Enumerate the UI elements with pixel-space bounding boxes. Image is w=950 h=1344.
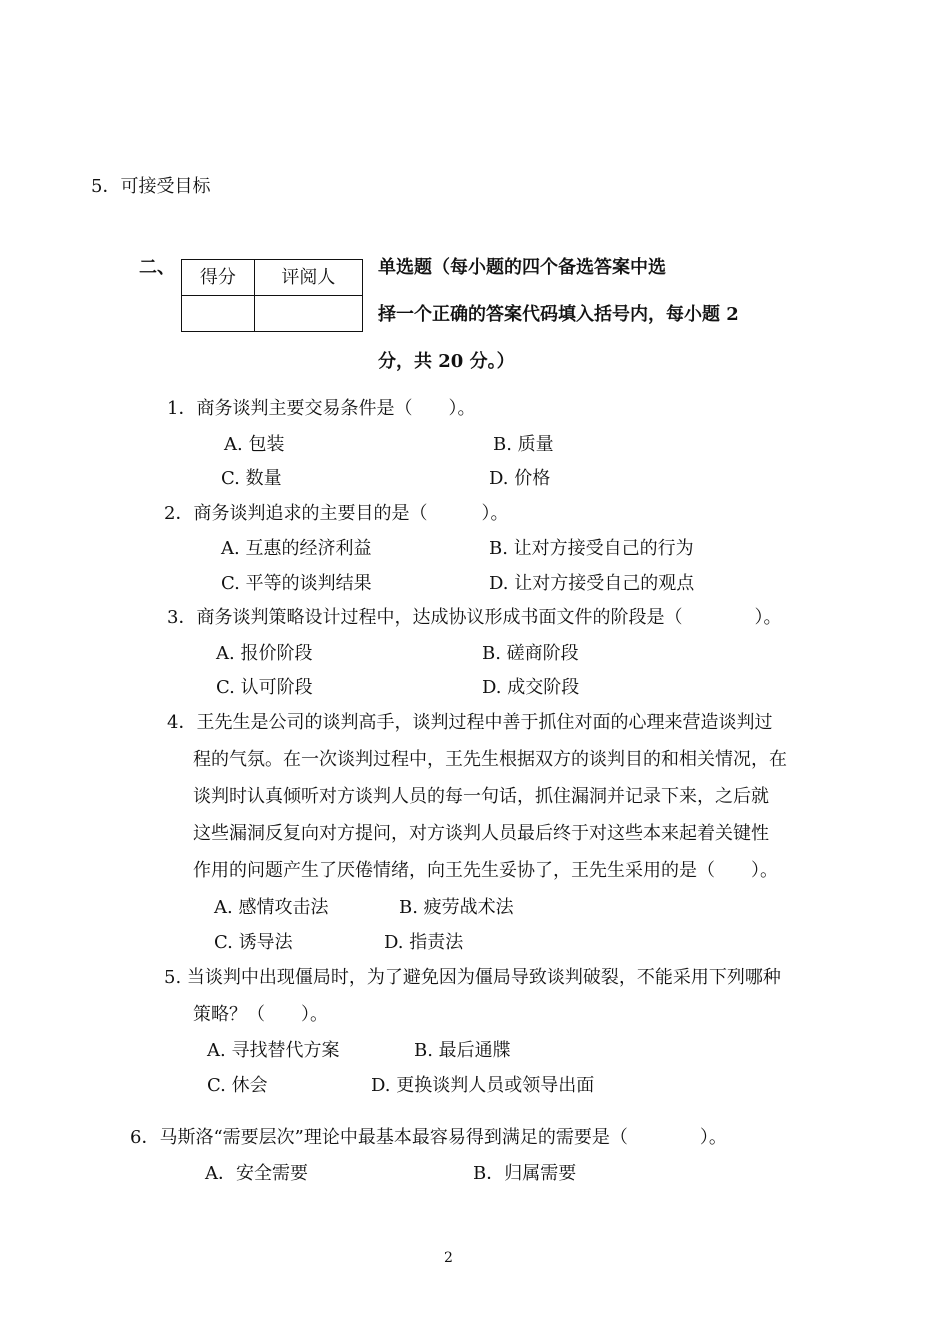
section-title-line1: 单选题（每小题的四个备选答案中选	[378, 257, 666, 278]
question-4-option-c: C. 诱导法	[214, 932, 293, 953]
question-1-option-d: D. 价格	[489, 468, 551, 489]
page-number: 2	[444, 1250, 453, 1266]
question-3-stem: 3．商务谈判策略设计过程中，达成协议形成书面文件的阶段是（ ）。	[167, 607, 782, 628]
score-cell	[182, 296, 255, 332]
question-2-option-b: B. 让对方接受自己的行为	[489, 538, 694, 559]
question-2-option-d: D. 让对方接受自己的观点	[489, 573, 695, 594]
question-2-option-c: C. 平等的谈判结果	[221, 573, 372, 594]
score-table	[181, 259, 363, 332]
question-3-option-c: C. 认可阶段	[216, 677, 313, 698]
question-5-option-b: B. 最后通牒	[414, 1040, 511, 1061]
section-number: 二、	[139, 257, 175, 278]
question-4-stem-line1: 4．王先生是公司的谈判高手，谈判过程中善于抓住对面的心理来营造谈判过	[167, 712, 773, 733]
question-4-stem-line3: 谈判时认真倾听对方谈判人员的每一句话，抓住漏洞并记录下来，之后就	[193, 786, 769, 807]
question-1-option-a: A. 包装	[224, 434, 285, 455]
question-6-option-b: B．归属需要	[473, 1163, 577, 1184]
prev-item: 5．可接受目标	[91, 176, 211, 197]
question-5-stem-line2: 策略？（ ）。	[193, 1004, 328, 1025]
question-3-option-b: B. 磋商阶段	[482, 643, 579, 664]
question-2-option-a: A. 互惠的经济利益	[221, 538, 372, 559]
question-1-option-b: B. 质量	[493, 434, 554, 455]
question-4-option-b: B. 疲劳战术法	[399, 897, 514, 918]
question-1-stem: 1．商务谈判主要交易条件是（ ）。	[167, 398, 476, 419]
grader-header: 评阅人	[254, 260, 362, 296]
question-5-stem-line1: 5. 当谈判中出现僵局时，为了避免因为僵局导致谈判破裂，不能采用下列哪种	[164, 967, 781, 988]
section-title-line2: 择一个正确的答案代码填入括号内，每小题 2	[378, 304, 739, 325]
question-6-option-a: A．安全需要	[205, 1163, 308, 1184]
question-2-stem: 2．商务谈判追求的主要目的是（ ）。	[164, 503, 509, 524]
question-4-stem-line2: 程的气氛。在一次谈判过程中，王先生根据双方的谈判目的和相关情况，在	[193, 749, 787, 770]
question-4-option-a: A. 感情攻击法	[214, 897, 329, 918]
grader-cell	[254, 296, 362, 332]
question-5-option-c: C. 休会	[207, 1075, 268, 1096]
question-5-option-a: A. 寻找替代方案	[207, 1040, 340, 1061]
score-header: 得分	[182, 260, 255, 296]
question-4-option-d: D. 指责法	[384, 932, 464, 953]
question-6-stem: 6．马斯洛“需要层次”理论中最基本最容易得到满足的需要是（ ）。	[130, 1127, 727, 1148]
question-4-stem-line5: 作用的问题产生了厌倦情绪，向王先生妥协了，王先生采用的是（ ）。	[193, 860, 778, 881]
question-3-option-d: D. 成交阶段	[482, 677, 580, 698]
section-title-line3: 分，共 20 分。）	[378, 351, 515, 372]
question-4-stem-line4: 这些漏洞反复向对方提问，对方谈判人员最后终于对这些本来起着关键性	[193, 823, 769, 844]
question-1-option-c: C. 数量	[221, 468, 282, 489]
question-3-option-a: A. 报价阶段	[216, 643, 313, 664]
question-5-option-d: D. 更换谈判人员或领导出面	[371, 1075, 595, 1096]
